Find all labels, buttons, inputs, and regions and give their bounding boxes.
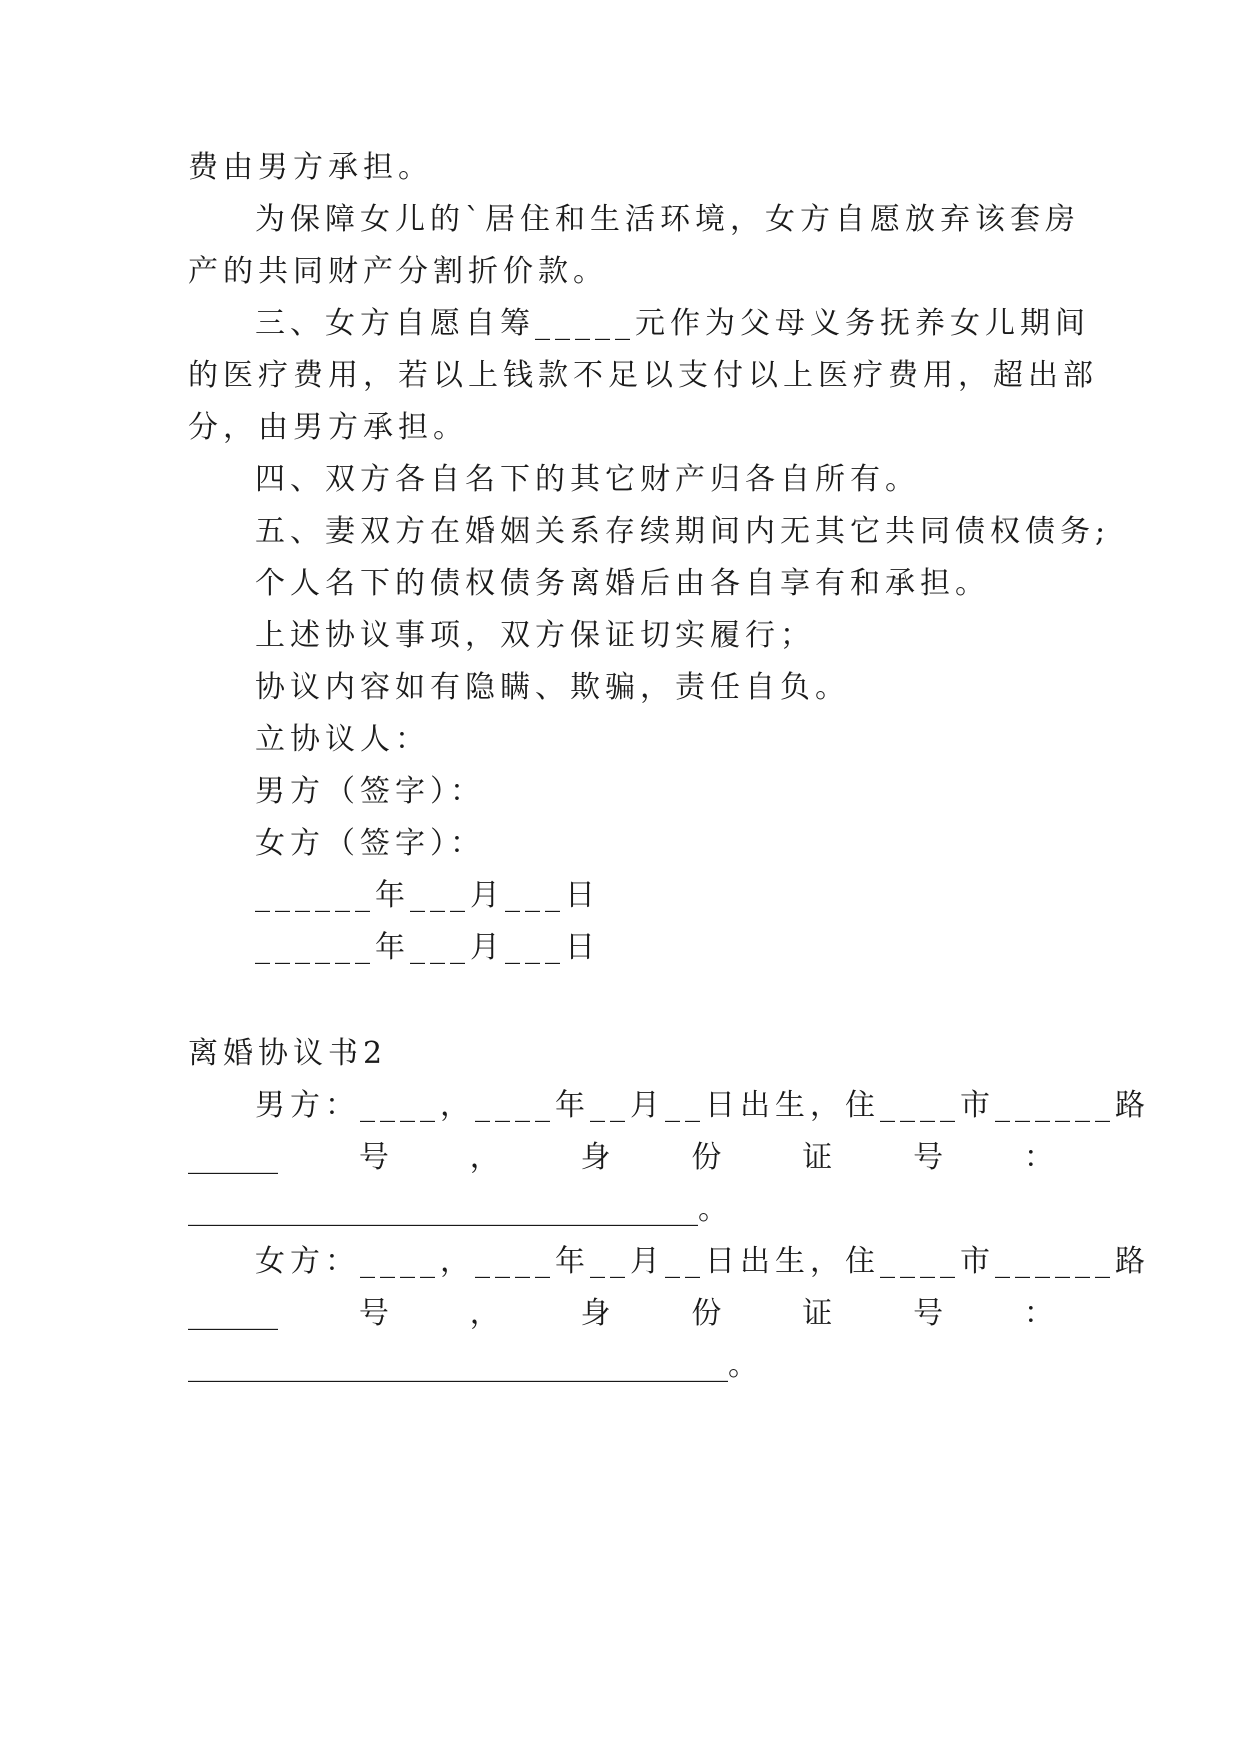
text-char: ： [1023, 1296, 1054, 1331]
text-char: 身 [580, 1140, 611, 1175]
text-char: ， [469, 1296, 500, 1331]
clause-5-line: 五、妻双方在婚姻关系存续期间内无其它共同债权债务; [255, 514, 1111, 549]
text-char: 号 [913, 1140, 944, 1175]
text-char: 身 [580, 1296, 611, 1331]
clause-5-line: 个人名下的债权债务离婚后由各自享有和承担。 [255, 566, 990, 601]
blank-field: ______ [188, 1140, 278, 1175]
date-line: ______年___月___日 [255, 930, 600, 965]
clause-4: 四、双方各自名下的其它财产归各自所有。 [255, 462, 920, 497]
text-char: 号 [358, 1140, 389, 1175]
paragraph-housing-line: 产的共同财产分割折价款。 [188, 254, 608, 289]
liability-statement: 协议内容如有隐瞒、欺骗，责任自负。 [255, 670, 850, 705]
male-id-line [188, 1138, 1054, 1178]
female-info-line: 女方：____，____年__月__日出生，住____市______路 [255, 1244, 1150, 1279]
clause-3-line: 分，由男方承担。 [188, 410, 468, 445]
male-info-line: 男方：____，____年__月__日出生，住____市______路 [255, 1088, 1150, 1123]
text-char: 证 [802, 1296, 833, 1331]
blank-field: ______ [188, 1296, 278, 1331]
female-id-blank: ____________________________________。 [188, 1348, 758, 1383]
text-char: 份 [691, 1140, 722, 1175]
guarantee-statement: 上述协议事项，双方保证切实履行； [255, 618, 815, 653]
text-char: 号 [913, 1296, 944, 1331]
paragraph-housing-line: 为保障女儿的`居住和生活环境，女方自愿放弃该套房 [255, 202, 1080, 237]
male-id-blank: __________________________________。 [188, 1192, 728, 1227]
section-title: 离婚协议书2 [188, 1036, 388, 1071]
text-char: ， [469, 1140, 500, 1175]
date-line: ______年___月___日 [255, 878, 600, 913]
text-char: 份 [691, 1296, 722, 1331]
clause-3-line: 三、女方自愿自筹_____元作为父母义务抚养女儿期间 [255, 306, 1090, 341]
female-signature-label: 女方（签字）： [255, 826, 485, 861]
male-signature-label: 男方（签字）： [255, 774, 485, 809]
clause-3-line: 的医疗费用，若以上钱款不足以支付以上医疗费用，超出部 [188, 358, 1098, 393]
text-char: 号 [358, 1296, 389, 1331]
text-char: ： [1023, 1140, 1054, 1175]
text-char: 证 [802, 1140, 833, 1175]
text-line: 费由男方承担。 [188, 150, 433, 185]
female-id-line [188, 1294, 1054, 1334]
signatories-label: 立协议人： [255, 722, 430, 757]
